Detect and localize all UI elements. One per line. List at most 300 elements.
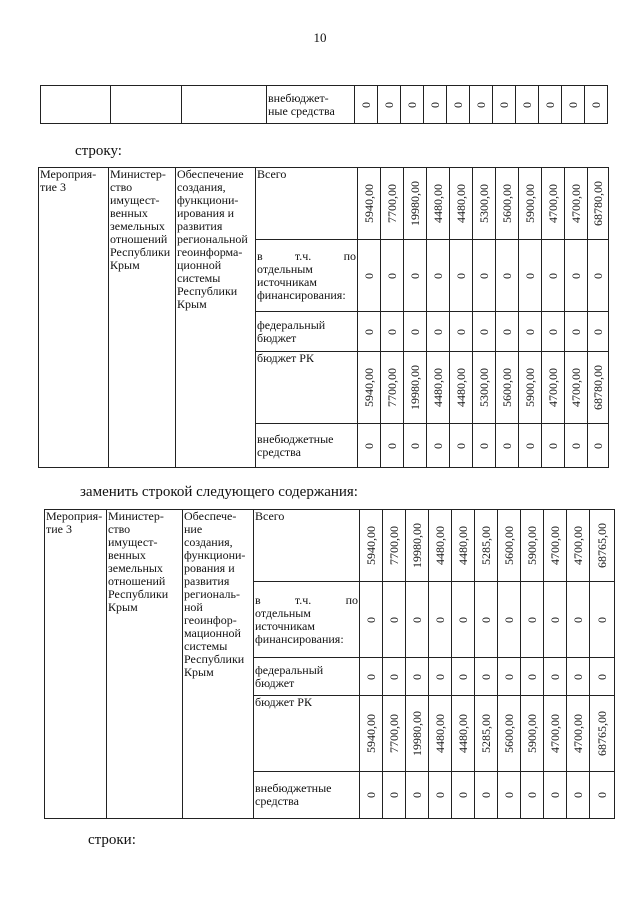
value-cell xyxy=(521,658,544,696)
value: 0 xyxy=(548,673,562,680)
value-cell xyxy=(358,312,381,352)
row-label xyxy=(256,240,358,312)
paragraph-rows: строки: xyxy=(88,832,136,848)
value-cell xyxy=(470,86,493,124)
paragraph-replace: заменить строкой следующего содержания: xyxy=(80,484,358,500)
executor-line: ство xyxy=(108,522,131,536)
value: 0 xyxy=(456,616,470,623)
value-cell xyxy=(404,240,427,312)
value-cell xyxy=(588,352,609,424)
executor-line: венных xyxy=(108,548,146,562)
value-cell xyxy=(383,658,406,696)
label-line: финансирования: xyxy=(257,287,346,302)
value: 0 xyxy=(546,442,560,449)
value-cell xyxy=(358,424,381,468)
row-label xyxy=(256,424,358,468)
value-cell xyxy=(381,424,404,468)
activity-line: тие 3 xyxy=(40,180,66,194)
value: 4480,00 xyxy=(431,184,445,223)
value-cell xyxy=(498,510,521,582)
value: 4700,00 xyxy=(569,368,583,407)
value: 0 xyxy=(479,792,493,798)
value: 0 xyxy=(548,616,562,623)
value: 5900,00 xyxy=(523,368,537,407)
value: 0 xyxy=(477,442,491,449)
description-line: региональ- xyxy=(184,587,240,601)
value-cell xyxy=(565,352,588,424)
value-cell xyxy=(381,312,404,352)
description-line: развития xyxy=(184,574,230,588)
value: 5300,00 xyxy=(477,368,491,407)
value-cell xyxy=(381,240,404,312)
value-cell xyxy=(360,658,383,696)
value-cell xyxy=(567,696,590,772)
value: 4480,00 xyxy=(431,368,445,407)
value: 0 xyxy=(479,616,493,623)
label-line: средства xyxy=(257,444,302,459)
value: 0 xyxy=(523,442,537,449)
value-cell xyxy=(519,240,542,312)
activity-line: Мероприя- xyxy=(40,167,97,181)
value-cell xyxy=(521,510,544,582)
value: 4480,00 xyxy=(433,714,447,753)
value: 0 xyxy=(385,328,399,335)
value-cell xyxy=(567,582,590,658)
value: 0 xyxy=(523,328,537,335)
value: 68780,00 xyxy=(591,365,605,410)
value-cell xyxy=(519,168,542,240)
value: 4700,00 xyxy=(548,714,562,753)
value-cell xyxy=(452,582,475,658)
value-cell xyxy=(565,424,588,468)
value-cell xyxy=(429,696,452,772)
value-cell xyxy=(427,424,450,468)
value: 0 xyxy=(454,328,468,335)
value-cell xyxy=(429,582,452,658)
value: 0 xyxy=(566,101,580,108)
value: 7700,00 xyxy=(385,368,399,407)
value: 0 xyxy=(454,272,468,279)
value: 0 xyxy=(548,792,562,798)
executor-line: Республики xyxy=(108,587,169,601)
value: 0 xyxy=(431,442,445,449)
value-cell xyxy=(562,86,585,124)
value: 0 xyxy=(385,272,399,279)
label-line: внебюджетные xyxy=(257,431,334,446)
value-cell xyxy=(542,424,565,468)
value: 0 xyxy=(591,442,605,449)
value: 5940,00 xyxy=(362,184,376,223)
value-cell xyxy=(475,658,498,696)
value-cell xyxy=(544,582,567,658)
label-line: источникам xyxy=(255,618,315,633)
value: 0 xyxy=(387,673,401,680)
value-cell xyxy=(360,510,383,582)
value-cell xyxy=(498,658,521,696)
value: 0 xyxy=(502,792,516,798)
value-cell xyxy=(452,696,475,772)
value: 0 xyxy=(477,328,491,335)
value-cell xyxy=(473,168,496,240)
table-old xyxy=(38,167,609,468)
value-cell xyxy=(381,168,404,240)
value: 5900,00 xyxy=(525,714,539,753)
executor-line: имущест- xyxy=(110,193,160,207)
value-cell xyxy=(452,658,475,696)
value: 0 xyxy=(362,328,376,335)
value-cell xyxy=(496,352,519,424)
value: 5940,00 xyxy=(362,368,376,407)
label-line: бюджет РК xyxy=(255,695,312,709)
value: 0 xyxy=(428,101,442,108)
executor-line: земельных xyxy=(108,561,163,575)
value-cell xyxy=(567,772,590,819)
value: 5600,00 xyxy=(500,184,514,223)
value: 19980,00 xyxy=(410,523,424,568)
value: 0 xyxy=(474,101,488,108)
activity-cell xyxy=(39,168,109,468)
description-line: функциони- xyxy=(177,193,239,207)
value: 0 xyxy=(433,792,447,798)
value-cell xyxy=(427,312,450,352)
description-cell xyxy=(183,510,254,819)
empty-cell xyxy=(182,86,267,124)
value: 0 xyxy=(362,272,376,279)
description-line: Республики xyxy=(184,652,245,666)
value-cell xyxy=(473,312,496,352)
label-line: бюджет РК xyxy=(257,351,314,365)
description-line: ционной xyxy=(177,258,222,272)
value: 0 xyxy=(408,272,422,279)
value: 7700,00 xyxy=(387,714,401,753)
value-cell xyxy=(475,510,498,582)
value: 4480,00 xyxy=(456,526,470,565)
value: 0 xyxy=(546,272,560,279)
row-label xyxy=(267,86,355,124)
value-cell xyxy=(450,312,473,352)
value: 4700,00 xyxy=(548,526,562,565)
value-cell xyxy=(358,168,381,240)
value-cell xyxy=(590,658,615,696)
value-cell xyxy=(404,312,427,352)
table-fragment-top xyxy=(40,85,608,124)
value-cell xyxy=(542,240,565,312)
description-line: геоинформа- xyxy=(177,245,243,259)
label-line: бюджет xyxy=(257,330,297,345)
value-cell xyxy=(539,86,562,124)
value: 7700,00 xyxy=(387,526,401,565)
value: 4480,00 xyxy=(454,368,468,407)
value-cell xyxy=(493,86,516,124)
value: 0 xyxy=(405,101,419,108)
description-line: геоинфор- xyxy=(184,613,237,627)
row-label xyxy=(256,312,358,352)
description-line: системы xyxy=(184,639,228,653)
description-line: ирования и xyxy=(177,206,235,220)
executor-line: Министер- xyxy=(108,509,164,523)
value: 0 xyxy=(543,101,557,108)
executor-line: отношений xyxy=(110,232,168,246)
value-cell xyxy=(565,312,588,352)
value-cell xyxy=(475,772,498,819)
value: 0 xyxy=(595,792,609,798)
value: 0 xyxy=(500,328,514,335)
value: 0 xyxy=(385,442,399,449)
value-cell xyxy=(521,696,544,772)
value-cell xyxy=(516,86,539,124)
value: 4700,00 xyxy=(546,368,560,407)
value-cell xyxy=(450,240,473,312)
value-cell xyxy=(427,168,450,240)
value-cell xyxy=(473,240,496,312)
value-cell xyxy=(404,168,427,240)
value-cell xyxy=(381,352,404,424)
executor-line: Крым xyxy=(110,258,140,272)
value-cell xyxy=(429,772,452,819)
value: 5285,00 xyxy=(479,714,493,753)
value: 0 xyxy=(479,673,493,680)
value: 0 xyxy=(408,328,422,335)
value: 0 xyxy=(525,792,539,798)
empty-cell xyxy=(111,86,182,124)
value-cell xyxy=(450,168,473,240)
description-line: региональной xyxy=(177,232,248,246)
value: 4480,00 xyxy=(456,714,470,753)
value-cell xyxy=(447,86,470,124)
value-cell xyxy=(588,168,609,240)
description-line: ние xyxy=(184,522,203,536)
value-cell xyxy=(355,86,378,124)
value-cell xyxy=(590,772,615,819)
value-cell xyxy=(565,168,588,240)
value-cell xyxy=(544,658,567,696)
description-line: функциони- xyxy=(184,548,246,562)
label-line: источникам xyxy=(257,274,317,289)
value: 0 xyxy=(525,616,539,623)
value: 19980,00 xyxy=(408,365,422,410)
value: 0 xyxy=(571,792,585,798)
value: 0 xyxy=(410,792,424,798)
value: 5600,00 xyxy=(500,368,514,407)
row-label xyxy=(256,352,358,424)
empty-cell xyxy=(41,86,111,124)
executor-cell xyxy=(107,510,183,819)
value-cell xyxy=(590,510,615,582)
label-line: финансирования: xyxy=(255,631,344,646)
label-line: федеральный xyxy=(257,317,326,332)
value-cell xyxy=(588,240,609,312)
value: 4480,00 xyxy=(454,184,468,223)
description-line: Обеспече- xyxy=(184,509,237,523)
value-cell xyxy=(404,424,427,468)
value: 0 xyxy=(382,101,396,108)
activity-line: Мероприя- xyxy=(46,509,103,523)
label-line: внебюджет- xyxy=(268,90,329,105)
value-cell xyxy=(360,582,383,658)
description-line: создания, xyxy=(184,535,233,549)
value: 0 xyxy=(571,616,585,623)
value: 0 xyxy=(408,442,422,449)
description-line: Обеспечение xyxy=(177,167,244,181)
row-label xyxy=(254,772,360,819)
executor-line: Министер- xyxy=(110,167,166,181)
value: 4700,00 xyxy=(569,184,583,223)
value-cell xyxy=(406,582,429,658)
value-cell xyxy=(521,772,544,819)
label-line: федеральный xyxy=(255,662,324,677)
value: 0 xyxy=(571,673,585,680)
activity-cell xyxy=(45,510,107,819)
description-line: Республики xyxy=(177,284,238,298)
value: 68765,00 xyxy=(595,711,609,756)
executor-line: ство xyxy=(110,180,133,194)
label-line: бюджет xyxy=(255,675,295,690)
value-cell xyxy=(360,696,383,772)
value-cell xyxy=(519,424,542,468)
value-cell xyxy=(542,168,565,240)
value: 4700,00 xyxy=(571,714,585,753)
label-line: отдельным xyxy=(257,261,313,276)
executor-line: имущест- xyxy=(108,535,158,549)
label-line: в т.ч. по xyxy=(255,592,358,607)
page-number: 10 xyxy=(313,30,327,45)
value: 0 xyxy=(523,272,537,279)
value: 5285,00 xyxy=(479,526,493,565)
value: 0 xyxy=(500,272,514,279)
value: 0 xyxy=(569,328,583,335)
value-cell xyxy=(498,772,521,819)
value-cell xyxy=(383,696,406,772)
value: 0 xyxy=(500,442,514,449)
value-cell xyxy=(496,168,519,240)
executor-cell xyxy=(109,168,176,468)
label-line: внебюджетные xyxy=(255,781,332,795)
value-cell xyxy=(473,424,496,468)
value: 5300,00 xyxy=(477,184,491,223)
value: 0 xyxy=(456,673,470,680)
value-cell xyxy=(519,312,542,352)
value-cell xyxy=(406,696,429,772)
value: 68780,00 xyxy=(591,181,605,226)
value: 5900,00 xyxy=(523,184,537,223)
label-line: отдельным xyxy=(255,605,311,620)
label-line: в т.ч. по xyxy=(257,248,356,263)
value-cell xyxy=(542,352,565,424)
value-cell xyxy=(585,86,608,124)
value-cell xyxy=(360,772,383,819)
description-cell xyxy=(176,168,256,468)
executor-line: отношений xyxy=(108,574,166,588)
value-cell xyxy=(383,510,406,582)
value: 0 xyxy=(364,673,378,680)
value-cell xyxy=(429,510,452,582)
value: 19980,00 xyxy=(410,711,424,756)
value-cell xyxy=(424,86,447,124)
value: 0 xyxy=(589,101,603,108)
value: 0 xyxy=(431,328,445,335)
value-cell xyxy=(519,352,542,424)
value: 0 xyxy=(569,442,583,449)
value: 0 xyxy=(410,616,424,623)
value-cell xyxy=(544,510,567,582)
row-label xyxy=(254,582,360,658)
row-label xyxy=(256,168,358,240)
value-cell xyxy=(498,696,521,772)
value-cell xyxy=(565,240,588,312)
value-cell xyxy=(406,510,429,582)
value-cell xyxy=(473,352,496,424)
value-cell xyxy=(588,424,609,468)
label-line: Всего xyxy=(255,509,285,523)
value-cell xyxy=(475,696,498,772)
value: 0 xyxy=(525,673,539,680)
value: 0 xyxy=(433,673,447,680)
value: 0 xyxy=(387,616,401,623)
value: 0 xyxy=(502,616,516,623)
value: 5940,00 xyxy=(364,714,378,753)
value-cell xyxy=(496,424,519,468)
activity-line: тие 3 xyxy=(46,522,72,536)
value: 68765,00 xyxy=(595,523,609,568)
value: 0 xyxy=(359,101,373,108)
value-cell xyxy=(590,696,615,772)
label-line: ные средства xyxy=(268,103,335,118)
value-cell xyxy=(450,424,473,468)
value: 5900,00 xyxy=(525,526,539,565)
value-cell xyxy=(496,240,519,312)
value: 0 xyxy=(410,673,424,680)
value-cell xyxy=(542,312,565,352)
executor-line: венных xyxy=(110,206,148,220)
value-cell xyxy=(567,658,590,696)
description-line: создания, xyxy=(177,180,226,194)
value-cell xyxy=(383,772,406,819)
executor-line: земельных xyxy=(110,219,165,233)
value-cell xyxy=(567,510,590,582)
value: 0 xyxy=(502,673,516,680)
description-line: развития xyxy=(177,219,223,233)
table-new xyxy=(44,509,615,819)
description-line: Крым xyxy=(184,665,214,679)
value-cell xyxy=(521,582,544,658)
value-cell xyxy=(588,312,609,352)
value-cell xyxy=(401,86,424,124)
value: 7700,00 xyxy=(385,184,399,223)
value-cell xyxy=(498,582,521,658)
paragraph-row: строку: xyxy=(75,143,122,159)
value: 0 xyxy=(364,616,378,623)
label-line: Всего xyxy=(257,167,287,181)
row-label xyxy=(254,658,360,696)
value-cell xyxy=(406,658,429,696)
value-cell xyxy=(427,352,450,424)
description-line: ной xyxy=(184,600,203,614)
row-label xyxy=(254,510,360,582)
value-cell xyxy=(429,658,452,696)
value-cell xyxy=(404,352,427,424)
value: 0 xyxy=(546,328,560,335)
description-line: Крым xyxy=(177,297,207,311)
value: 0 xyxy=(595,673,609,680)
value-cell xyxy=(383,582,406,658)
value-cell xyxy=(496,312,519,352)
value: 0 xyxy=(451,101,465,108)
value: 0 xyxy=(431,272,445,279)
value-cell xyxy=(452,510,475,582)
value: 0 xyxy=(433,616,447,623)
value-cell xyxy=(450,352,473,424)
value: 0 xyxy=(591,272,605,279)
